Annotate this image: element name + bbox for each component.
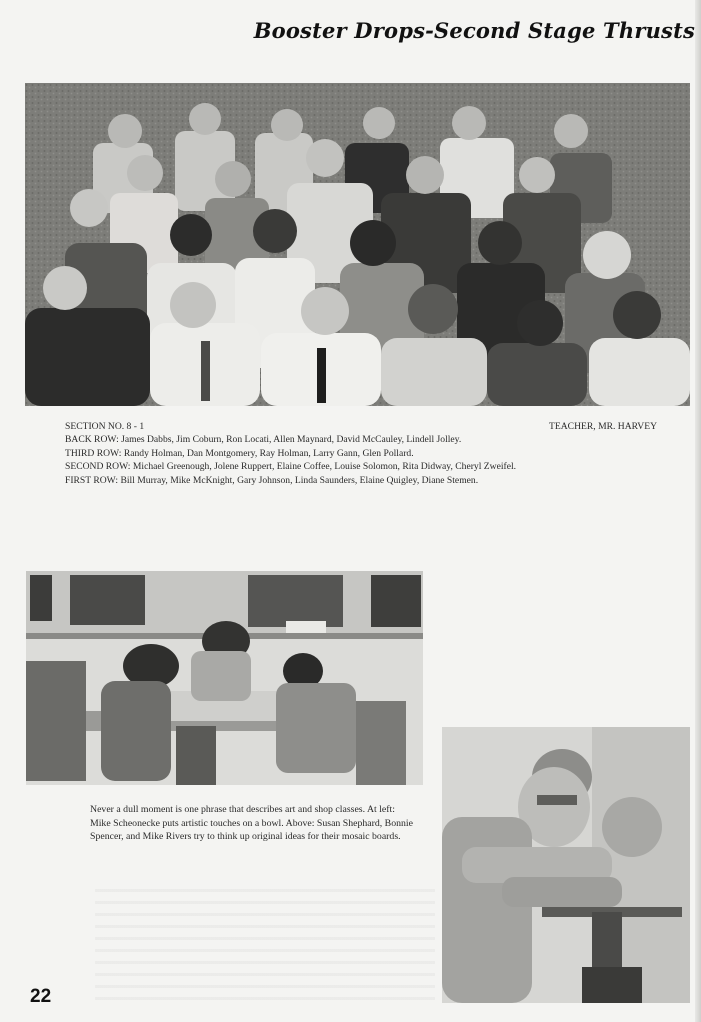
bleed-through-texture — [95, 880, 435, 1000]
row-names: Randy Holman, Dan Montgomery, Ray Holman, Larry Gann, Glen Pollard. — [123, 447, 414, 459]
page-title: Booster Drops-Second Stage Thrusts — [253, 18, 695, 43]
second-row-line — [65, 460, 657, 473]
teacher-name: TEACHER, MR. HARVEY — [549, 421, 657, 432]
third-row-line — [65, 447, 657, 460]
art-class-photo-image — [26, 571, 423, 785]
caption-header — [65, 420, 657, 433]
art-shop-caption: Never a dull moment is one phrase that describes art and shop classes. At left: Mike Scheonecke puts artistic touches on a bowl. Above: Susan Shephard, Bonnie Spencer, and Mike Rivers try to think up original ideas for their mosaic boards. — [90, 804, 413, 843]
row-names: Michael Greenough, Jolene Ruppert, Elaine Coffee, Louise Solomon, Rita Didway, Cheryl Zweifel. — [132, 461, 517, 473]
row-names: James Dabbs, Jim Coburn, Ron Locati, Allen Maynard, David McCauley, Lindell Jolley. — [121, 434, 462, 446]
row-label: BACK ROW: — [65, 434, 119, 446]
shop-class-photo-image — [442, 727, 690, 1003]
section-number: SECTION NO. 8 - 1 — [65, 421, 145, 432]
art-class-photo — [26, 571, 423, 785]
first-row-line — [65, 474, 657, 487]
row-label: FIRST ROW: — [65, 474, 119, 486]
class-group-photo-image — [25, 83, 690, 406]
row-names: Bill Murray, Mike McKnight, Gary Johnson, Linda Saunders, Elaine Quigley, Diane Stemen. — [120, 474, 479, 486]
row-label: THIRD ROW: — [65, 447, 122, 459]
shop-class-photo — [442, 727, 690, 1003]
page-edge — [695, 0, 701, 1022]
class-group-photo — [25, 83, 690, 406]
class-roster-caption — [65, 420, 657, 487]
back-row-line — [65, 433, 657, 446]
row-label: SECOND ROW: — [65, 461, 131, 473]
page-number: 22 — [30, 986, 52, 1007]
